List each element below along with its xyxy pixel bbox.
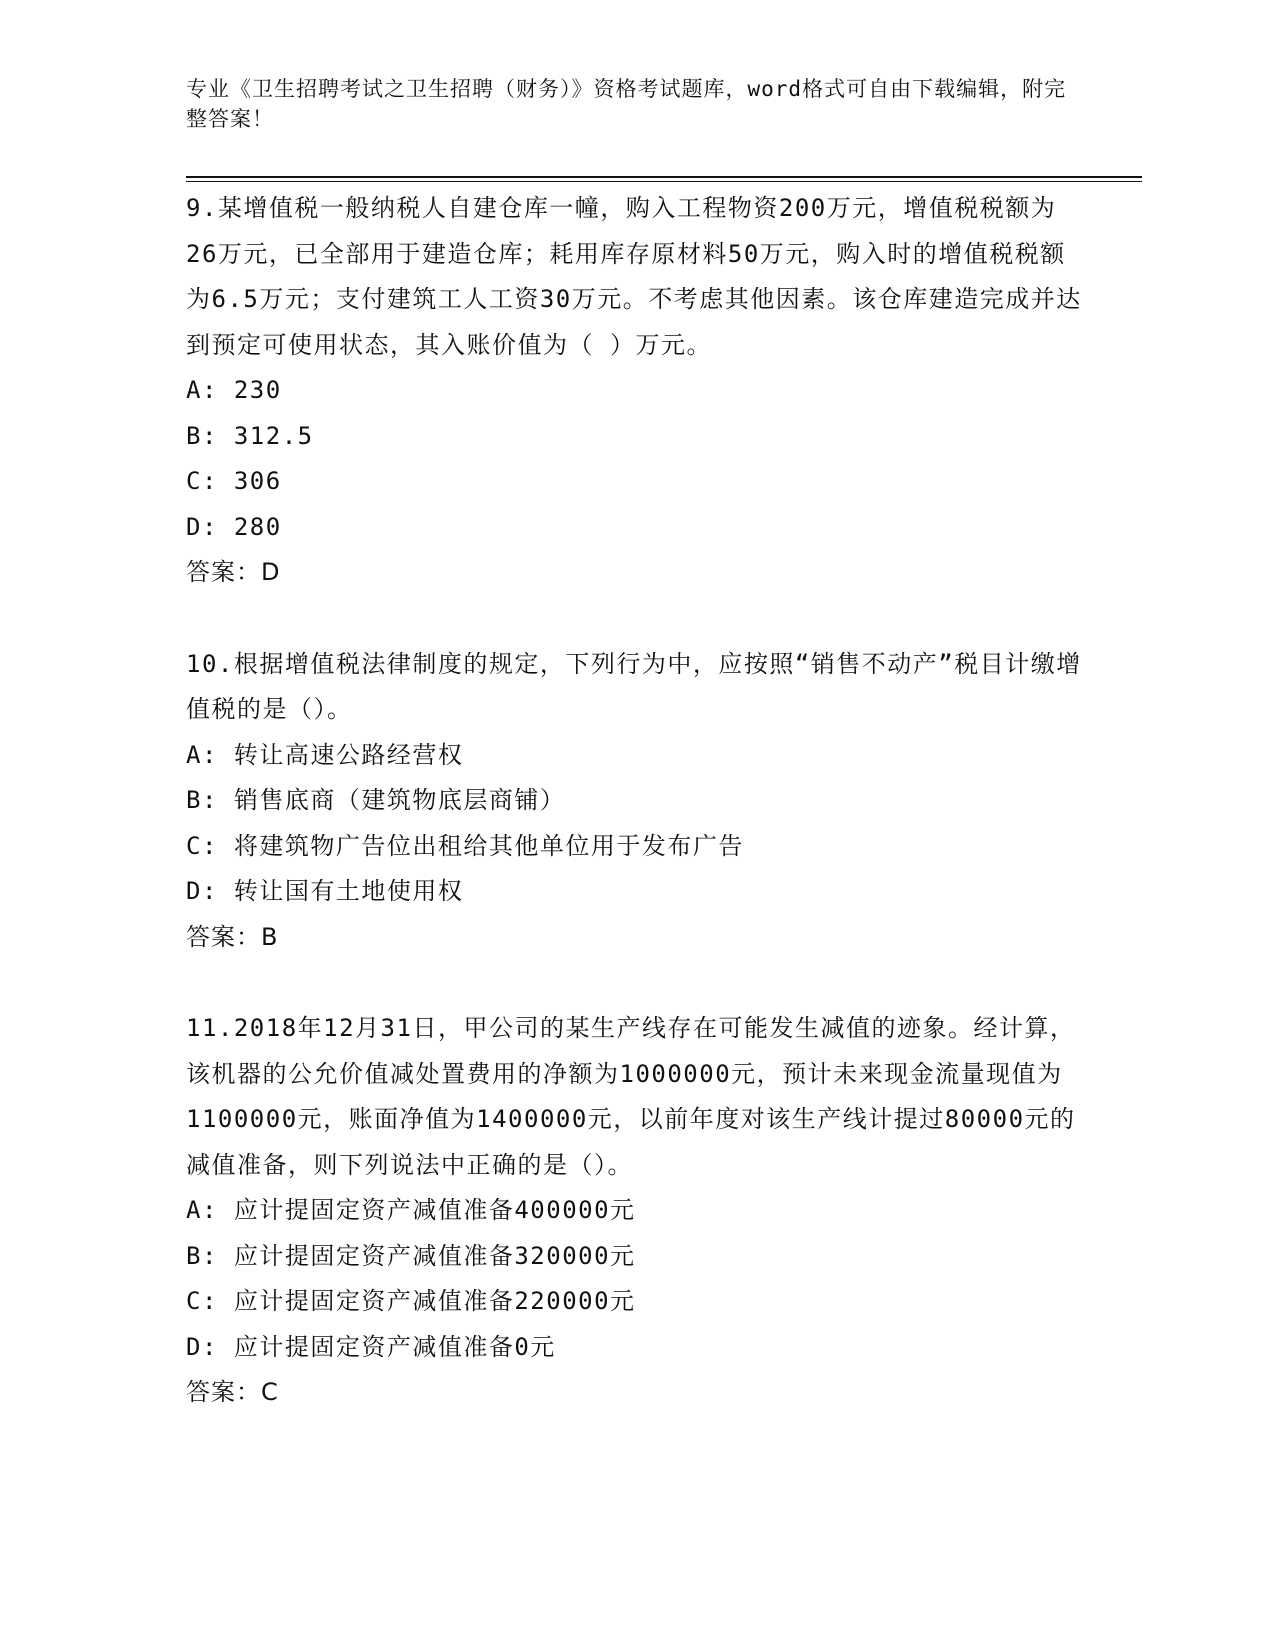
- option-a: A: 应计提固定资产减值准备400000元: [186, 1196, 636, 1224]
- option-d: D: 转让国有土地使用权: [186, 877, 464, 905]
- document-header: 专业《卫生招聘考试之卫生招聘（财务）》资格考试题库，word格式可自由下载编辑，附完整答案！: [186, 77, 1067, 131]
- option-b: B: 应计提固定资产减值准备320000元: [186, 1241, 636, 1270]
- option-c: C: 306: [186, 467, 282, 495]
- option-a: A: 230: [186, 376, 282, 404]
- option-a: A: 转让高速公路经营权: [186, 740, 464, 769]
- option-d: D: 应计提固定资产减值准备0元: [186, 1332, 556, 1361]
- question-stem: 10.根据增值税法律制度的规定，下列行为中，应按照“销售不动产”税目计缴增值税的是（）。: [186, 649, 1082, 723]
- question-9: [186, 186, 1086, 596]
- option-c: C: 应计提固定资产减值准备220000元: [186, 1287, 636, 1315]
- option-b: B: 312.5: [186, 421, 314, 450]
- header-rule-thick: [186, 176, 1142, 178]
- question-10: [186, 642, 1086, 961]
- option-d: D: 280: [186, 512, 282, 541]
- option-b: B: 销售底商（建筑物底层商铺）: [186, 786, 566, 814]
- question-stem: 11.2018年12月31日，甲公司的某生产线存在可能发生减值的迹象。经计算，该机器的公允价值减处置费用的净额为1000000元，预计未来现金流量现值为1100000元，账面净值为1400000元，以前年度对该生产线计提过80000元的减值准备，则下列说法中正确的是（）。: [186, 1014, 1076, 1179]
- header-rule-thin: [186, 181, 1142, 182]
- question-11: [186, 1006, 1086, 1416]
- question-list: [186, 186, 1086, 1462]
- answer-line: 答案：C: [186, 1378, 279, 1406]
- answer-line: 答案：D: [186, 558, 281, 586]
- answer-line: 答案：B: [186, 922, 279, 951]
- option-c: C: 将建筑物广告位出租给其他单位用于发布广告: [186, 831, 744, 860]
- question-stem: 9.某增值税一般纳税人自建仓库一幢，购入工程物资200万元，增值税税额为26万元，已全部用于建造仓库；耗用库存原材料50万元，购入时的增值税税额为6.5万元；支付建筑工人工资30万元。不考虑其他因素。该仓库建造完成并达到预定可使用状态，其入账价值为（ ）万元。: [186, 194, 1082, 359]
